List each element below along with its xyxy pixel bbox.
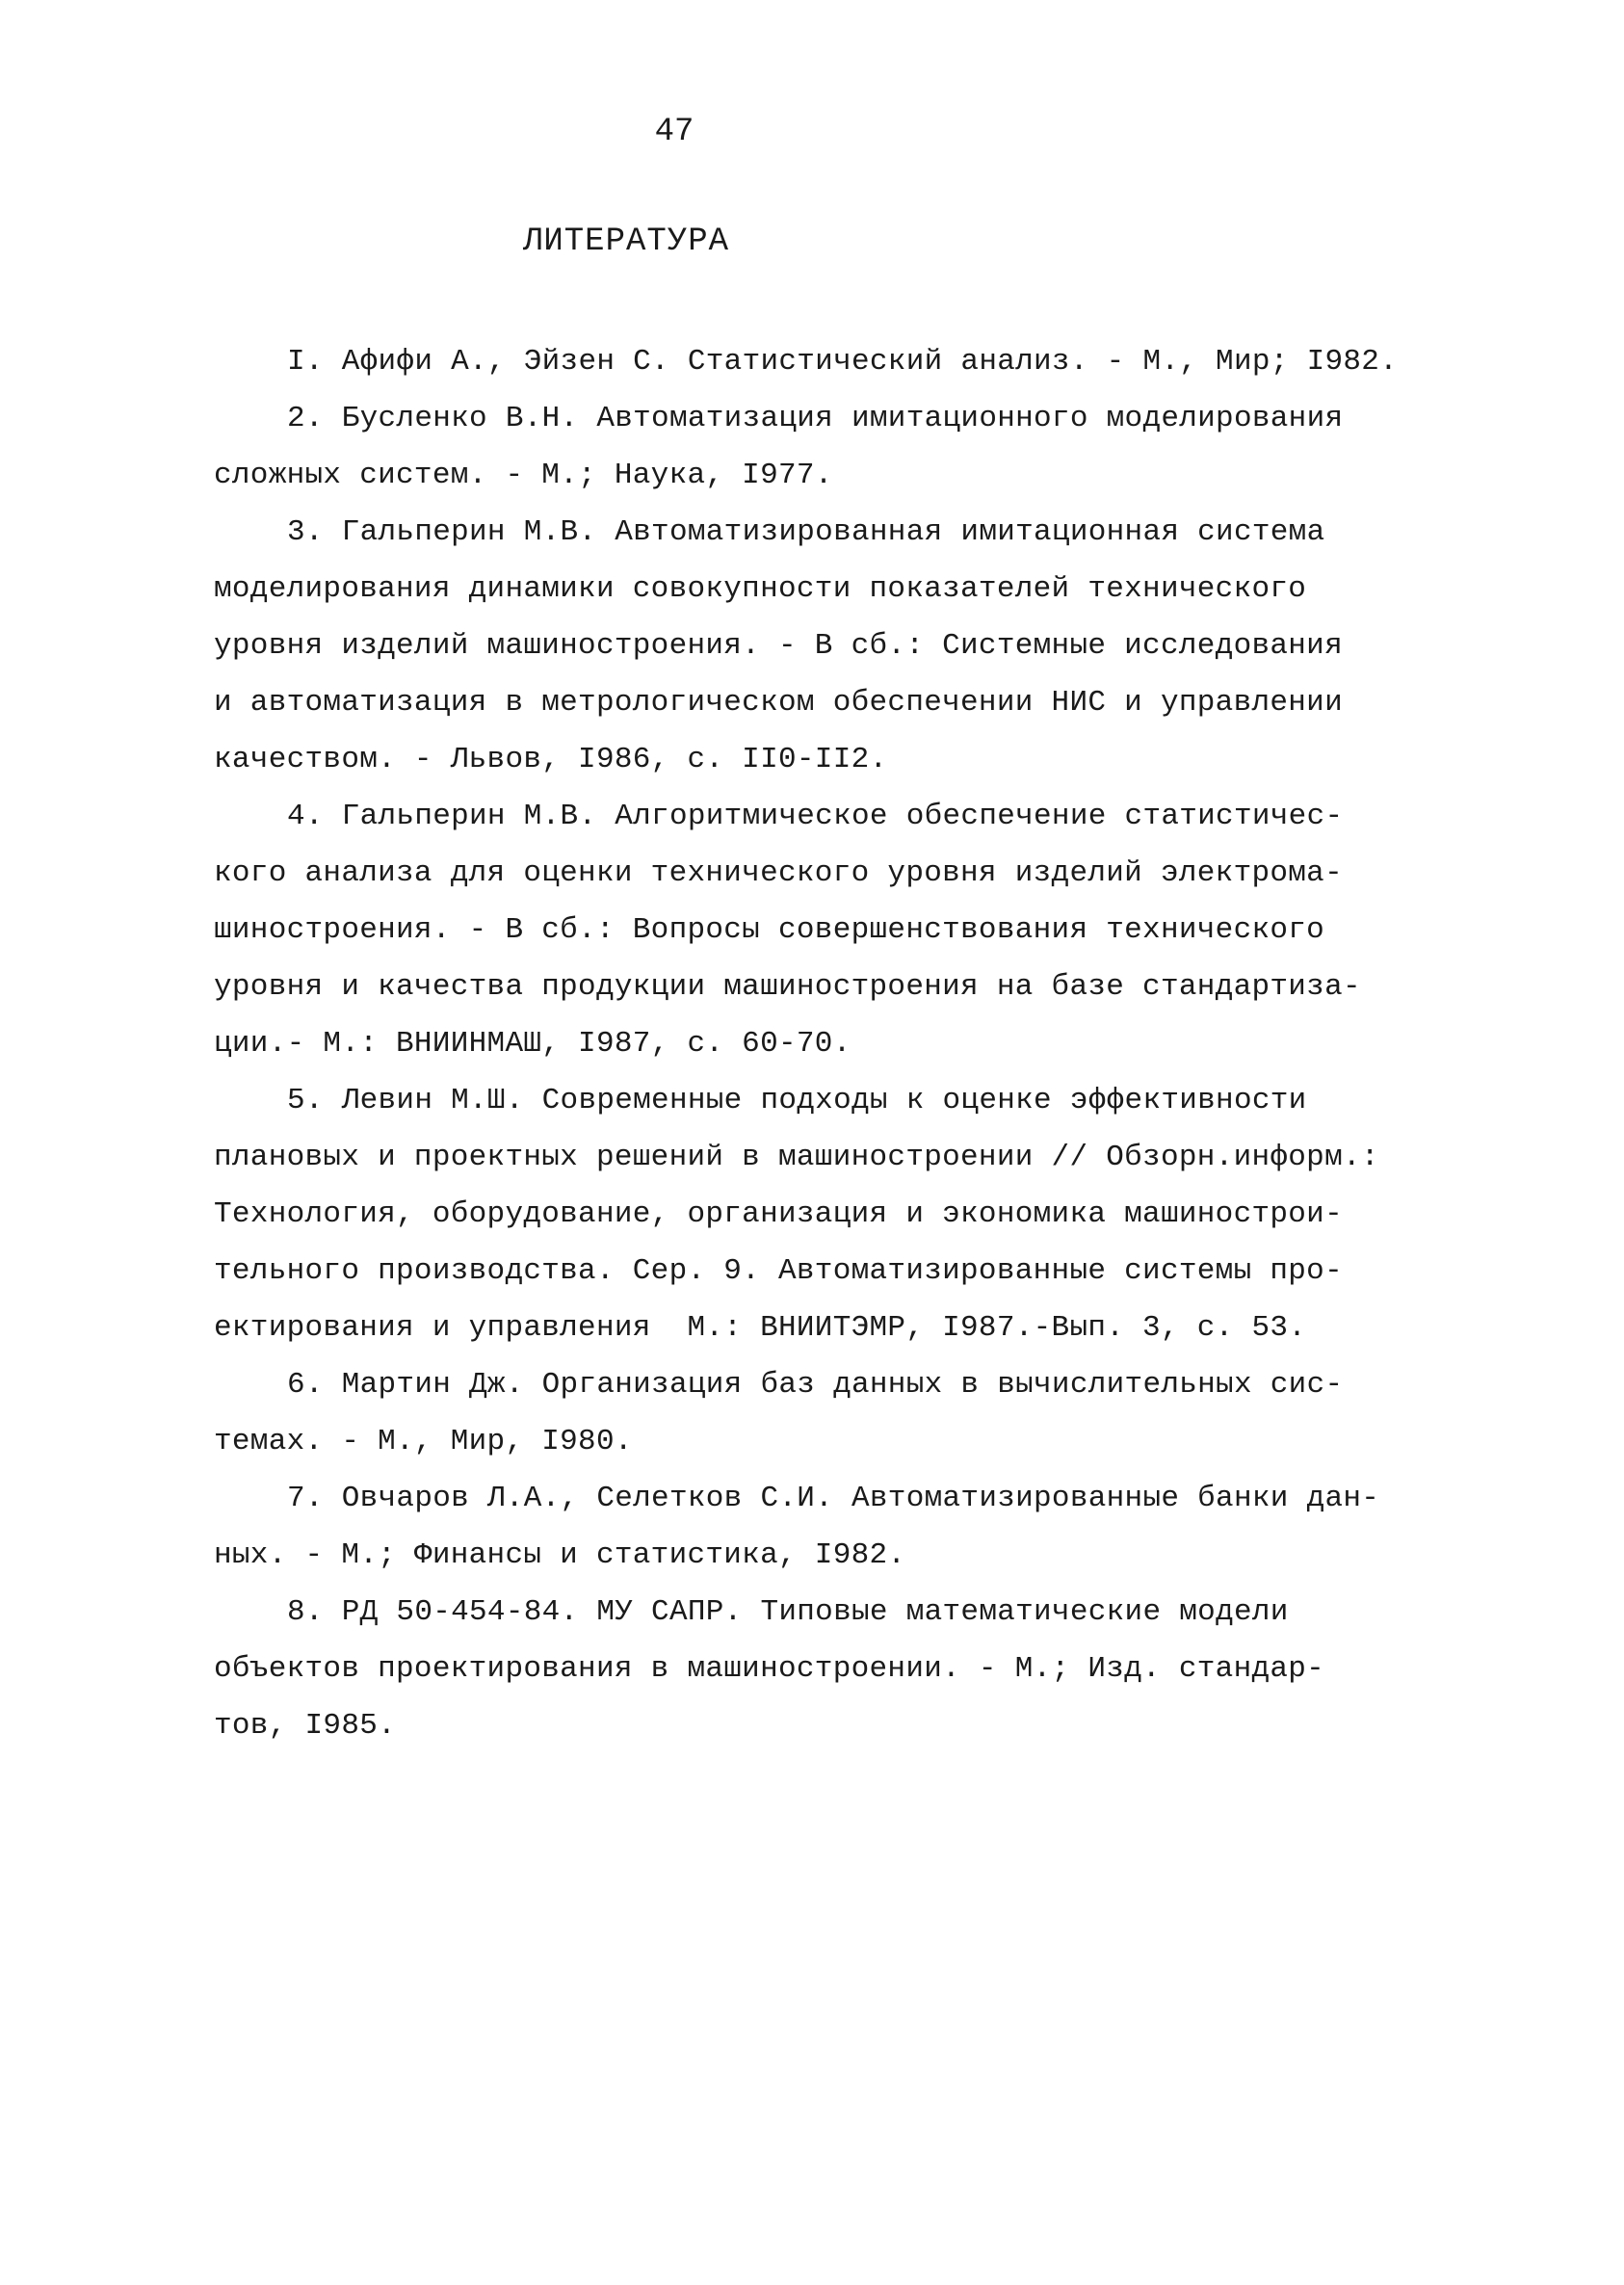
reference-item xyxy=(214,1356,1350,1470)
reference-line: темах. - М., Мир, I980. xyxy=(214,1425,633,1458)
reference-line: 5. Левин М.Ш. Современные подходы к оценке эффективности xyxy=(287,1084,1307,1117)
reference-line: сложных систем. - М.; Наука, I977. xyxy=(214,459,833,492)
reference-line: ции.- М.: ВНИИНМАШ, I987, с. 60-70. xyxy=(214,1027,851,1061)
page-number: 47 xyxy=(654,114,694,150)
reference-line: уровня изделий машиностроения. - В сб.: Системные исследования xyxy=(214,629,1343,663)
reference-item xyxy=(214,1470,1380,1584)
reference-item xyxy=(214,1584,1350,1754)
reference-line: 3. Гальперин М.В. Автоматизированная имитационная система xyxy=(287,515,1325,549)
reference-line: моделирования динамики совокупности показателей технического xyxy=(214,572,1307,606)
reference-line: ектирования и управления М.: ВНИИТЭМР, I987.-Вып. 3, с. 53. xyxy=(214,1311,1307,1345)
reference-line: и автоматизация в метрологическом обеспечении НИС и управлении xyxy=(214,686,1343,720)
reference-line: ных. - М.; Финансы и статистика, I982. xyxy=(214,1538,906,1572)
reference-item xyxy=(214,390,1350,504)
reference-line: 6. Мартин Дж. Организация баз данных в вычислительных сис- xyxy=(287,1368,1344,1402)
reference-line: объектов проектирования в машиностроении. - М.; Изд. стандар- xyxy=(214,1652,1325,1686)
section-title: ЛИТЕРАТУРА xyxy=(522,223,730,260)
reference-line: 8. РД 50-454-84. МУ САПР. Типовые математические модели xyxy=(287,1595,1289,1629)
reference-line: тов, I985. xyxy=(214,1709,397,1743)
reference-line: 4. Гальперин М.В. Алгоритмическое обеспечение статистичес- xyxy=(287,800,1344,833)
reference-line: 7. Овчаров Л.А., Селетков С.И. Автоматизированные банки дан- xyxy=(287,1482,1380,1515)
reference-list xyxy=(214,333,1399,1754)
reference-item xyxy=(214,333,1399,390)
reference-line: кого анализа для оценки технического уровня изделий электрома- xyxy=(214,856,1343,890)
reference-line: 2. Бусленко В.Н. Автоматизация имитационного моделирования xyxy=(287,402,1344,435)
reference-line: тельного производства. Сер. 9. Автоматизированные системы про- xyxy=(214,1254,1343,1288)
reference-line: уровня и качества продукции машиностроения на базе стандартиза- xyxy=(214,970,1361,1004)
reference-item xyxy=(214,504,1350,788)
reference-line: плановых и проектных решений в машиностроении // Обзорн.информ.: xyxy=(214,1141,1379,1174)
reference-line: Технология, оборудование, организация и экономика машинострои- xyxy=(214,1197,1343,1231)
reference-line: качеством. - Львов, I986, с. II0-II2. xyxy=(214,743,888,776)
reference-item xyxy=(214,788,1361,1072)
reference-line: шиностроения. - В сб.: Вопросы совершенствования технического xyxy=(214,913,1325,947)
reference-line: I. Афифи А., Эйзен С. Статистический анализ. - М., Мир; I982. xyxy=(287,345,1399,379)
reference-item xyxy=(214,1072,1379,1356)
